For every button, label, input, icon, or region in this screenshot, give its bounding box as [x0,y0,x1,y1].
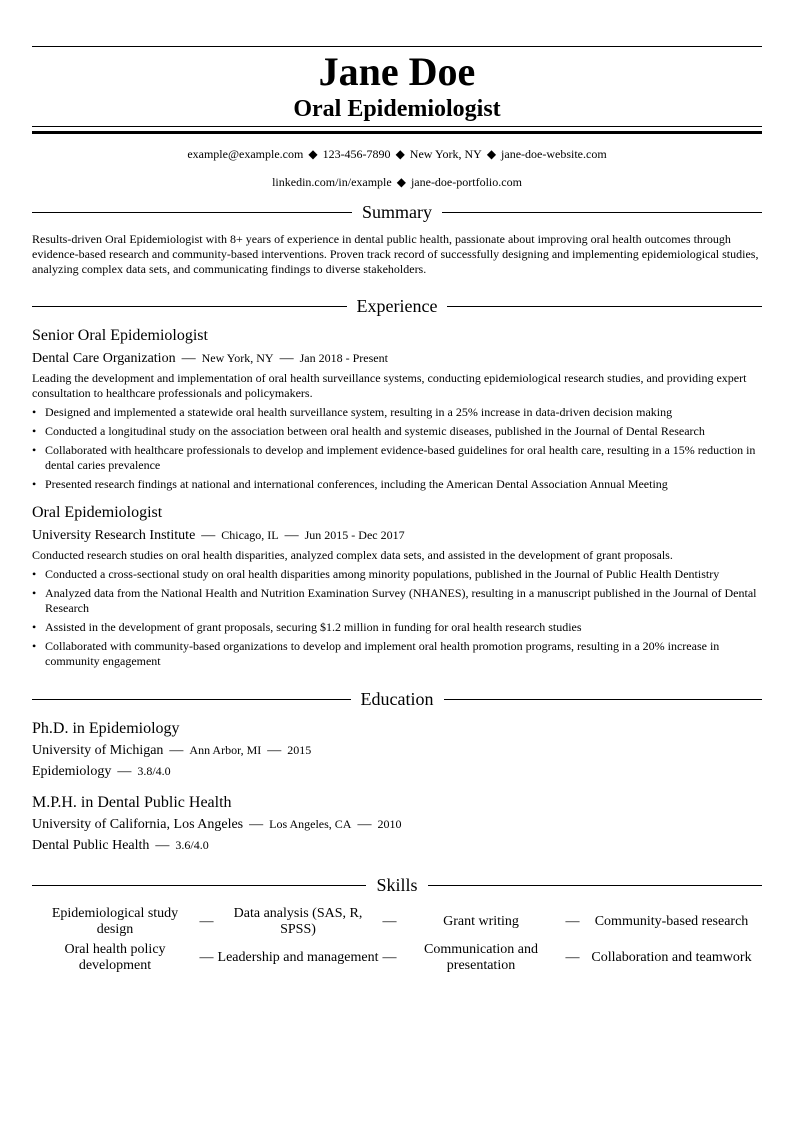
field-line: Epidemiology — 3.8/4.0 [32,764,171,779]
diamond-separator-icon: ◆ [308,147,318,161]
skill-item: Leadership and management [217,950,379,965]
job-entry [32,504,762,669]
job-title: Oral Epidemiologist [32,504,163,521]
skill-item: Grant writing [443,914,519,929]
portfolio-link[interactable]: jane-doe-portfolio.com [410,175,522,189]
list-item: • Collaborated with healthcare professionals to develop and implement evidence-based guidelines for oral health care, resulting in a 15% reduction in dental caries prevalence [32,443,756,472]
location-text: New York, NY [409,147,482,161]
job-bullets [32,405,762,492]
job-title: Senior Oral Epidemiologist [32,327,208,344]
field-line: Dental Public Health — 3.6/4.0 [32,838,209,853]
skill-item: Data analysis (SAS, R, SPSS) [233,906,363,937]
job-description: Conducted research studies on oral health disparities, analyzed complex data sets, and assisted in the development of grant proposals. [32,548,673,562]
skills-grid: Epidemiological study design — Data analysis (SAS, R, SPSS) — Grant writing — Community-based research Oral health policy development — Leadership and management — Communication and presentation — Collaboration and teamwork [32,906,762,974]
header-rule-thin [32,126,762,127]
list-item: • Analyzed data from the National Health and Nutrition Examination Survey (NHANES), resulting in a manuscript published in the Journal of Dental Research [32,586,757,615]
degree-title: M.P.H. in Dental Public Health [32,794,232,811]
website-link[interactable]: jane-doe-website.com [501,147,607,161]
skill-item: Community-based research [594,914,749,929]
header-rule-thick [32,131,762,134]
resume-page [32,46,762,974]
contact-block [32,147,762,189]
list-item: • Conducted a cross-sectional study on oral health disparities among minority populations, published in the Journal of Public Health Dentistry [32,567,720,581]
contact-row [32,147,762,161]
skill-item: Communication and presentation [424,942,538,973]
email-link[interactable]: example@example.com [187,147,304,161]
job-bullets [32,567,762,669]
degree-title: Ph.D. in Epidemiology [32,720,180,737]
school-line: University of California, Los Angeles — Los Angeles, CA — 2010 [32,817,402,832]
list-item: • Presented research findings at national and international conferences, including the American Dental Association Annual Meeting [32,477,668,491]
summary-heading: Summary [32,201,762,223]
top-rule [32,46,762,47]
experience-heading: Experience [32,295,762,317]
education-heading: Education [32,688,762,710]
candidate-title: Oral Epidemiologist [293,96,501,122]
skills-heading: Skills [32,874,762,896]
skill-item: Oral health policy development [64,942,166,973]
skill-item: Collaboration and teamwork [591,950,752,965]
linkedin-link[interactable]: linkedin.com/in/example [272,175,392,189]
education-entry [32,794,762,854]
job-org-line: University Research Institute — Chicago, IL — Jun 2015 - Dec 2017 [32,528,405,543]
job-entry [32,327,762,492]
education-entry [32,720,762,780]
job-org-line: Dental Care Organization — New York, NY — Jan 2018 - Present [32,351,388,366]
list-item: • Designed and implemented a statewide oral health surveillance system, resulting in a 25% increase in data-driven decision making [32,405,673,419]
candidate-name: Jane Doe [318,49,476,94]
diamond-separator-icon: ◆ [486,147,497,161]
list-item: • Assisted in the development of grant proposals, securing $1.2 million in funding for oral health research studies [32,620,582,634]
job-description: Leading the development and implementation of oral health surveillance systems, conducting epidemiological research studies, and providing expert consultation to healthcare professionals and policymakers. [32,371,747,400]
diamond-separator-icon: ◆ [396,175,406,189]
list-item: • Collaborated with community-based organizations to develop and implement oral health promotion programs, resulting in a 20% increase in community engagement [32,639,720,668]
summary-text: Results-driven Oral Epidemiologist with 8+ years of experience in dental public health, passionate about improving oral health outcomes through evidence-based research and community-based interventions. Proven track record of successfully designing and implementing epidemiological studies, analyzing complex data sets, and communicating findings to diverse stakeholders. [32,232,759,276]
diamond-separator-icon: ◆ [395,147,405,161]
school-line: University of Michigan — Ann Arbor, MI — 2015 [32,743,312,758]
skill-item: Epidemiological study design [51,906,179,937]
contact-row [32,175,762,189]
list-item: • Conducted a longitudinal study on the association between oral health and systemic diseases, published in the Journal of Dental Research [32,424,705,438]
phone-text: 123-456-7890 [322,147,391,161]
